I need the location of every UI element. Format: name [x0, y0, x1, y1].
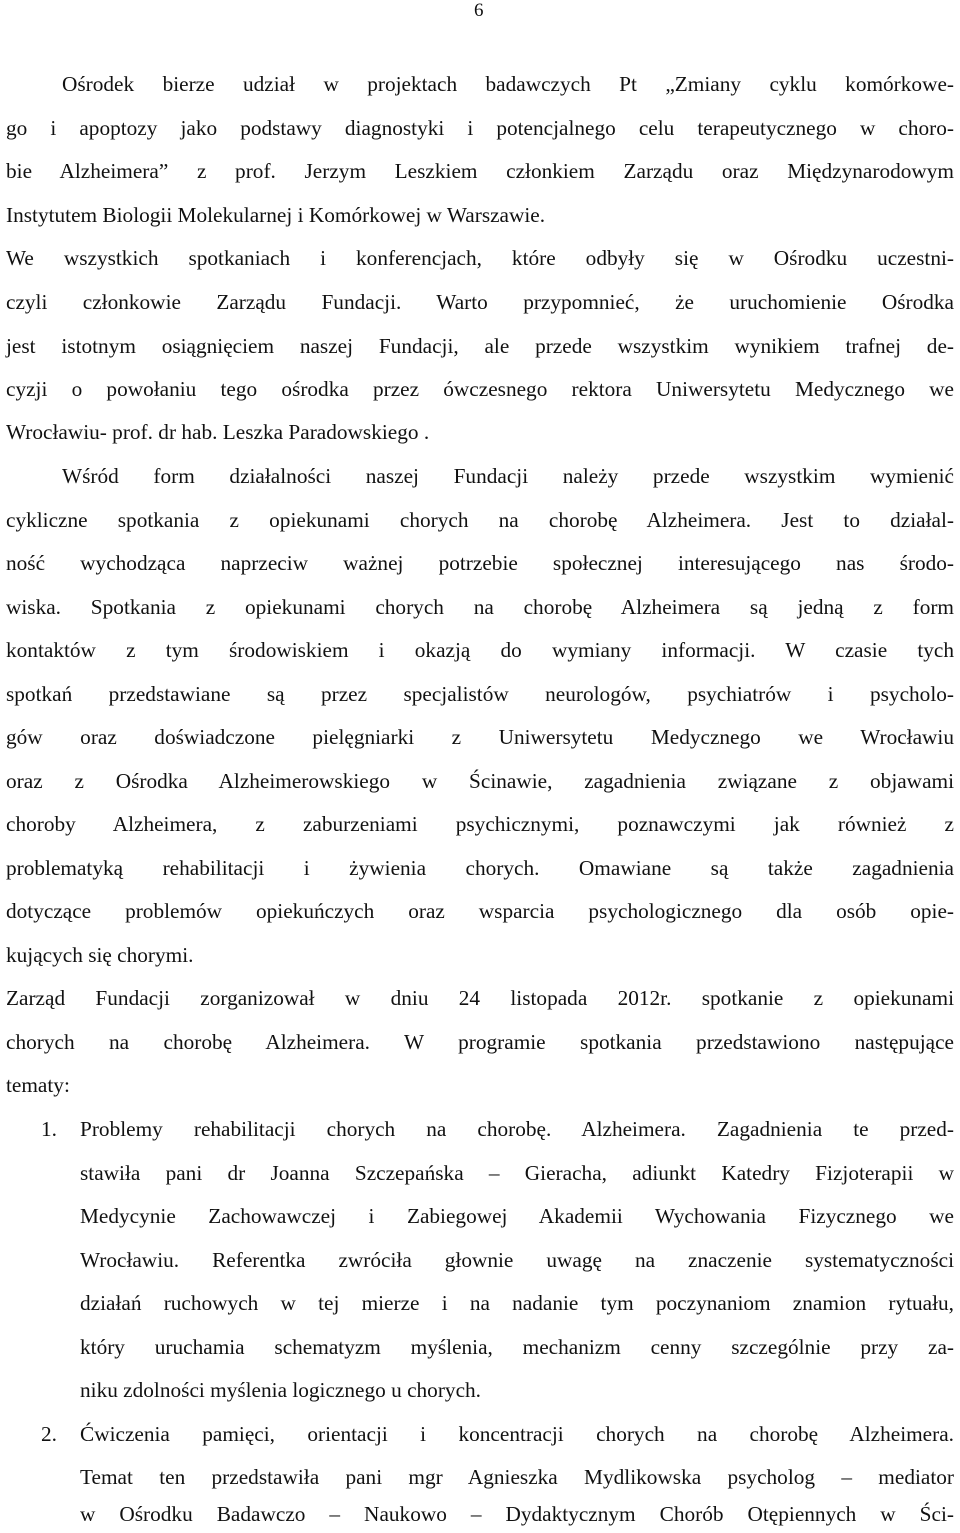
text-line: We wszystkich spotkaniach i konferencjach, które odbyły się w Ośrodku uczestni- — [6, 246, 954, 270]
page-number: 6 — [474, 0, 484, 21]
text-line: cyzji o powołaniu tego ośrodka przez ówczesnego rektora Uniwersytetu Medycznego we — [6, 377, 954, 401]
text-line: Instytutem Biologii Molekularnej i Komórkowej w Warszawie. — [6, 203, 546, 227]
text-line: Wrocławiu- prof. dr hab. Leszka Paradowskiego . — [6, 420, 430, 444]
text-line: Ośrodek bierze udział w projektach badawczych Pt „Zmiany cyklu komórkowe- — [62, 72, 954, 96]
text-line: dotyczące problemów opiekuńczych oraz wsparcia psychologicznego dla osób opie- — [6, 899, 954, 923]
list-number: 2. — [41, 1422, 57, 1446]
text-line: wiska. Spotkania z opiekunami chorych na chorobę Alzheimera są jedną z form — [6, 595, 954, 619]
text-line: Wśród form działalności naszej Fundacji należy przede wszystkim wymienić — [62, 464, 954, 488]
text-line: Zarząd Fundacji zorganizował w dniu 24 listopada 2012r. spotkanie z opiekunami — [6, 986, 954, 1010]
text-line: stawiła pani dr Joanna Szczepańska – Gieracha, adiunkt Katedry Fizjoterapii w — [80, 1161, 954, 1185]
text-line: Problemy rehabilitacji chorych na chorobę. Alzheimera. Zagadnienia te przed- — [80, 1117, 954, 1141]
text-line: cykliczne spotkania z opiekunami chorych na chorobę Alzheimera. Jest to działal- — [6, 508, 954, 532]
text-line: chorych na chorobę Alzheimera. W programie spotkania przedstawiono następujące — [6, 1030, 954, 1054]
text-line: spotkań przedstawiane są przez specjalistów neurologów, psychiatrów i psycholo- — [6, 682, 954, 706]
text-line: gów oraz doświadczone pielęgniarki z Uniwersytetu Medycznego we Wrocławiu — [6, 725, 954, 749]
text-line: niku zdolności myślenia logicznego u chorych. — [80, 1378, 481, 1402]
text-line: bie Alzheimera” z prof. Jerzym Leszkiem członkiem Zarządu oraz Międzynarodowym — [6, 159, 954, 183]
text-line: kontaktów z tym środowiskiem i okazją do wymiany informacji. W czasie tych — [6, 638, 954, 662]
text-line: oraz z Ośrodka Alzheimerowskiego w Ścinawie, zagadnienia związane z objawami — [6, 769, 954, 793]
text-line: Ćwiczenia pamięci, orientacji i koncentracji chorych na chorobę Alzheimera. — [80, 1422, 954, 1446]
text-line: w Ośrodku Badawczo – Naukowo – Dydaktycznym Chorób Otępiennych w Ści- — [80, 1502, 954, 1526]
text-line: czyli członkowie Zarządu Fundacji. Warto przypomnieć, że uruchomienie Ośrodka — [6, 290, 954, 314]
text-line: kujących się chorymi. — [6, 943, 194, 967]
list-number: 1. — [41, 1117, 57, 1141]
text-line: Wrocławiu. Referentka zwróciła głownie uwagę na znaczenie systematyczności — [80, 1248, 954, 1272]
text-line: ność wychodząca naprzeciw ważnej potrzebie społecznej interesującego nas środo- — [6, 551, 954, 575]
text-line: jest istotnym osiągnięciem naszej Fundacji, ale przede wszystkim wynikiem trafnej de- — [6, 334, 954, 358]
text-line: Medycynie Zachowawczej i Zabiegowej Akademii Wychowania Fizycznego we — [80, 1204, 954, 1228]
text-line: który uruchamia schematyzm myślenia, mechanizm cenny szczególnie przy za- — [80, 1335, 954, 1359]
text-line: choroby Alzheimera, z zaburzeniami psychicznymi, poznawczymi jak również z — [6, 812, 954, 836]
text-line: tematy: — [6, 1073, 70, 1097]
text-line: Temat ten przedstawiła pani mgr Agnieszka Mydlikowska psycholog – mediator — [80, 1465, 954, 1489]
text-line: problematyką rehabilitacji i żywienia chorych. Omawiane są także zagadnienia — [6, 856, 954, 880]
text-line: go i apoptozy jako podstawy diagnostyki i potencjalnego celu terapeutycznego w choro- — [6, 116, 954, 140]
text-line: działań ruchowych w tej mierze i na nadanie tym poczynaniom znamion rytuału, — [80, 1291, 954, 1315]
